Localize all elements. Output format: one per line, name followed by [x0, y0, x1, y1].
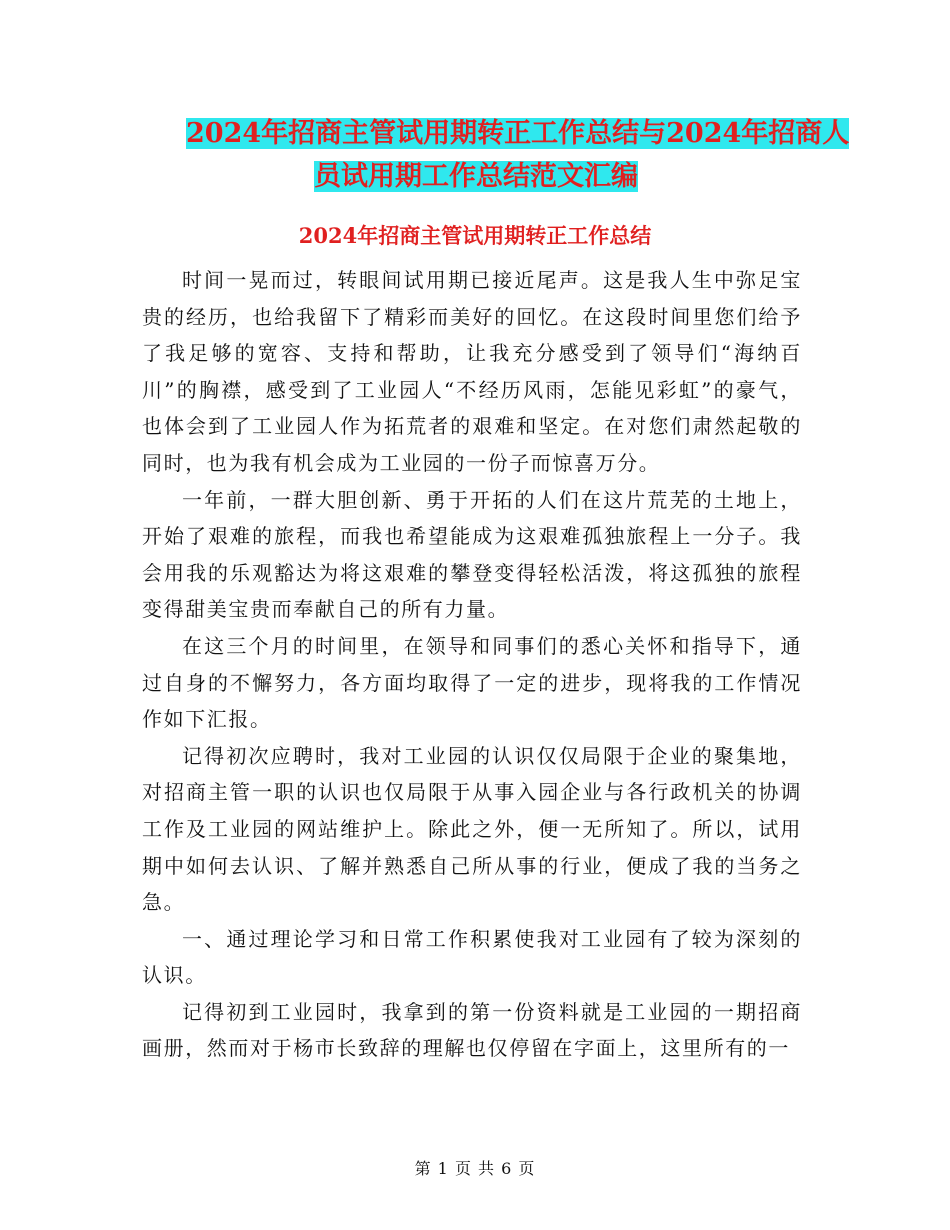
document-title	[186, 112, 850, 198]
paragraph: 记得初次应聘时，我对工业园的认识仅仅局限于企业的聚集地，对招商主管一职的认识也仅局限于从事入园企业与各行政机关的协调工作及工业园的网站维护上。除此之外，便一无所知了。所以，试用期中如何去认识、了解并熟悉自己所从事的行业，便成了我的当务之急。	[142, 743, 802, 915]
paragraph: 记得初到工业园时，我拿到的第一份资料就是工业园的一期招商画册，然而对于杨市长致辞的理解也仅停留在字面上，这里所有的一	[142, 999, 802, 1061]
section-title: 2024年招商主管试用期转正工作总结	[298, 223, 652, 248]
document-body	[142, 262, 802, 1067]
paragraph: 一、通过理论学习和日常工作积累使我对工业园有了较为深刻的认识。	[142, 926, 802, 988]
document-title-line-1: 2024年招商主管试用期转正工作总结与2024年招商人	[186, 118, 850, 149]
paragraph: 时间一晃而过，转眼间试用期已接近尾声。这是我人生中弥足宝贵的经历，也给我留下了精彩而美好的回忆。在这段时间里您们给予了我足够的宽容、支持和帮助，让我充分感受到了领导们“海纳百川”的胸襟，感受到了工业园人“不经历风雨，怎能见彩虹”的豪气，也体会到了工业园人作为拓荒者的艰难和坚定。在对您们肃然起敬的同时，也为我有机会成为工业园的一份子而惊喜万分。	[142, 268, 802, 475]
page-footer: 第 1 页 共 6 页	[414, 1159, 536, 1178]
paragraph: 在这三个月的时间里，在领导和同事们的悉心关怀和指导下，通过自身的不懈努力，各方面均取得了一定的进步，现将我的工作情况作如下汇报。	[142, 633, 802, 732]
paragraph: 一年前，一群大胆创新、勇于开拓的人们在这片荒芜的土地上，开始了艰难的旅程，而我也希望能成为这艰难孤独旅程上一分子。我会用我的乐观豁达为将这艰难的攀登变得轻松活泼，将这孤独的旅程变得甜美宝贵而奉献自己的所有力量。	[142, 487, 802, 622]
document-title-line-2: 员试用期工作总结范文汇编	[314, 161, 638, 192]
